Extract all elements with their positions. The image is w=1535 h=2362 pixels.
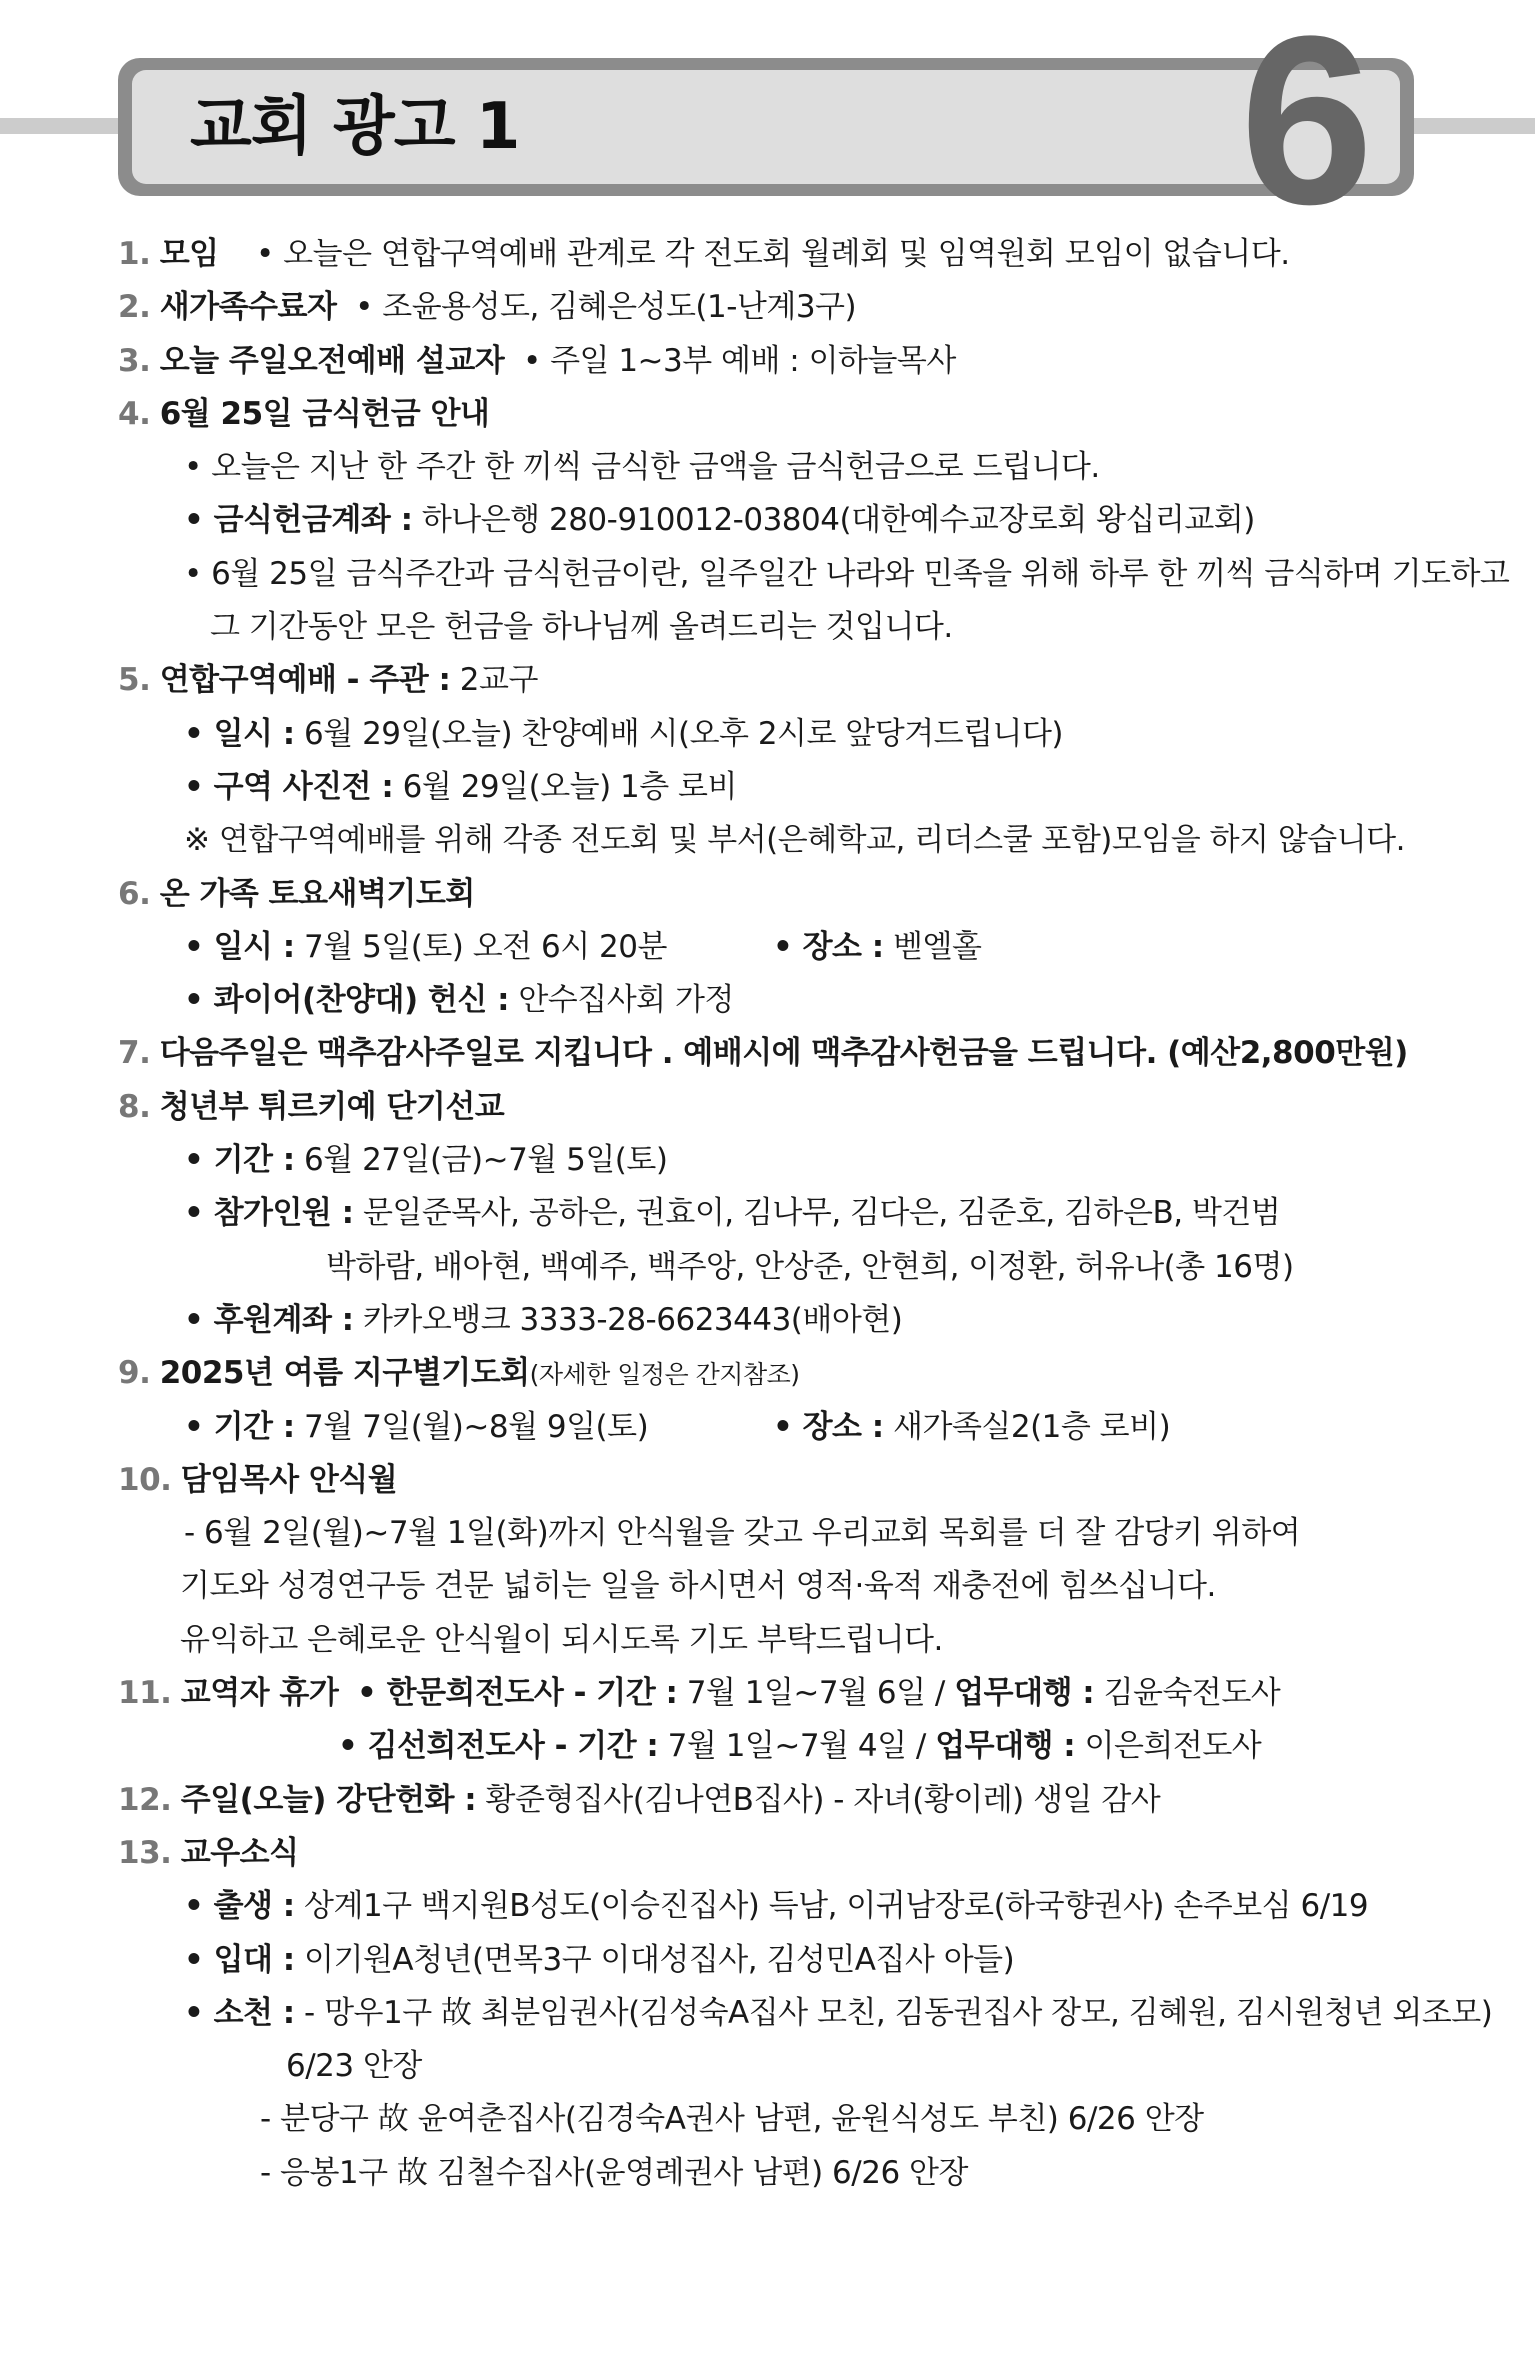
- page-title: 교회 광고 1: [190, 90, 520, 164]
- item-4-line: • 오늘은 지난 한 주간 한 끼씩 금식한 금액을 금식헌금으로 드립니다.: [184, 449, 1100, 486]
- item-8: 8. 청년부 튀르키예 단기선교: [118, 1088, 505, 1125]
- item-12: 12. 주일(오늘) 강단헌화 : 황준형집사(김나연B집사) - 자녀(황이레) 생일 감사: [118, 1781, 1161, 1818]
- item-10: 10. 담임목사 안식월: [118, 1461, 398, 1498]
- item-13-line: - 분당구 故 윤여춘집사(김경숙A권사 남편, 윤원식성도 부친) 6/26 안장: [260, 2101, 1204, 2138]
- item-5-note: ※ 연합구역예배를 위해 각종 전도회 및 부서(은혜학교, 리더스쿨 포함)모임을 하지 않습니다.: [184, 822, 1405, 859]
- item-10-line: 유익하고 은혜로운 안식월이 되시도록 기도 부탁드립니다.: [180, 1621, 943, 1658]
- item-5-line: • 일시 : 6월 29일(오늘) 찬양예배 시(오후 2시로 앞당겨드립니다): [184, 715, 1064, 752]
- item-10-line: - 6월 2일(월)~7월 1일(화)까지 안식월을 갖고 우리교회 목회를 더 잘 감당키 위하여: [184, 1515, 1301, 1552]
- item-6-line: • 콰이어(찬양대) 헌신 : 안수집사회 가정: [184, 982, 734, 1019]
- item-4-line: • 금식헌금계좌 : 하나은행 280-910012-03804(대한예수교장로회 왕십리교회): [184, 502, 1255, 539]
- item-8-line: • 기간 : 6월 27일(금)~7월 5일(토): [184, 1142, 668, 1179]
- item-13-line: • 출생 : 상계1구 백지원B성도(이승진집사) 득남, 이귀남장로(하국향권사) 손주보심 6/19: [184, 1888, 1369, 1925]
- item-6-line: • 일시 : 7월 5일(토) 오전 6시 20분 • 장소 : 벧엘홀: [184, 928, 982, 965]
- item-10-line: 기도와 성경연구등 견문 넓히는 일을 하시면서 영적·육적 재충전에 힘쓰십니다.: [180, 1568, 1216, 1605]
- item-13-line: 6/23 안장: [286, 2048, 422, 2085]
- item-13: 13. 교우소식: [118, 1834, 299, 1871]
- item-13-line: • 입대 : 이기원A청년(면목3구 이대성집사, 김성민A집사 아들): [184, 1941, 1015, 1978]
- header-rule-left: [0, 118, 130, 134]
- item-5: 5. 연합구역예배 - 주관 : 2교구: [118, 662, 538, 699]
- item-9-line: • 기간 : 7월 7일(월)~8월 9일(토) • 장소 : 새가족실2(1층 로비): [184, 1408, 1171, 1445]
- item-4-line: 그 기간동안 모은 헌금을 하나님께 올려드리는 것입니다.: [210, 609, 953, 646]
- item-4-line: • 6월 25일 금식주간과 금식헌금이란, 일주일간 나라와 민족을 위해 하루 한 끼씩 금식하며 기도하고: [184, 555, 1510, 592]
- item-5-line: • 구역 사진전 : 6월 29일(오늘) 1층 로비: [184, 768, 737, 805]
- item-11-line: • 김선희전도사 - 기간 : 7월 1일~7월 4일 / 업무대행 : 이은희전도사: [338, 1728, 1262, 1765]
- page-number: 6: [1240, 0, 1374, 254]
- header-rule-right: [1400, 118, 1535, 134]
- item-7: 7. 다음주일은 맥추감사주일로 지킵니다 . 예배시에 맥추감사헌금을 드립니다. (예산2,800만원): [118, 1035, 1408, 1072]
- item-1: 1. 모임 • 오늘은 연합구역예배 관계로 각 전도회 월례회 및 임역원회 모임이 없습니다.: [118, 236, 1290, 272]
- item-3: 3. 오늘 주일오전예배 설교자 • 주일 1~3부 예배 : 이하늘목사: [118, 342, 956, 379]
- announcement-list: [118, 228, 1510, 2200]
- item-8-line: 박하람, 배아현, 백예주, 백주앙, 안상준, 안현희, 이정환, 허유나(총 16명): [326, 1248, 1294, 1285]
- item-6: 6. 온 가족 토요새벽기도회: [118, 875, 475, 912]
- item-11: 11. 교역자 휴가 • 한문희전도사 - 기간 : 7월 1일~7월 6일 / 업무대행 : 김윤숙전도사: [118, 1675, 1281, 1712]
- item-8-line: • 후원계좌 : 카카오뱅크 3333-28-6623443(배아현): [184, 1301, 903, 1338]
- item-13-line: - 응봉1구 故 김철수집사(윤영례권사 남편) 6/26 안장: [260, 2154, 968, 2191]
- item-2: 2. 새가족수료자 • 조윤용성도, 김혜은성도(1-난계3구): [118, 289, 857, 326]
- item-4: 4. 6월 25일 금식헌금 안내: [118, 395, 490, 432]
- item-13-line: • 소천 : - 망우1구 故 최분임권사(김성숙A집사 모친, 김동권집사 장모, 김혜원, 김시원청년 외조모): [184, 1994, 1493, 2031]
- item-9: 9. 2025년 여름 지구별기도회(자세한 일정은 간지참조): [118, 1355, 800, 1392]
- item-8-line: • 참가인원 : 문일준목사, 공하은, 권효이, 김나무, 김다은, 김준호, 김하은B, 박건범: [184, 1195, 1281, 1232]
